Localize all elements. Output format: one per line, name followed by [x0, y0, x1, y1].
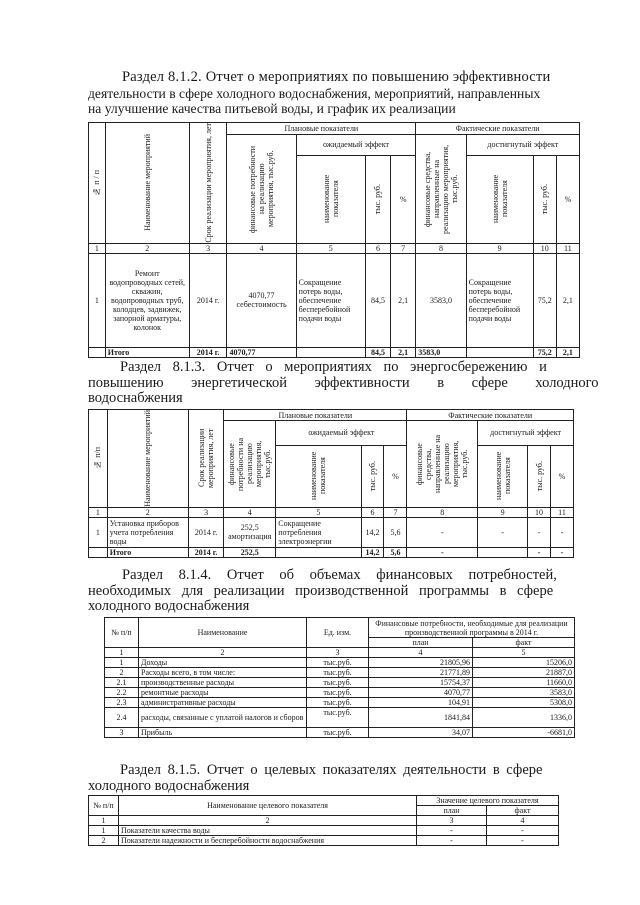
t812-hdr-thous2-text: тыс. руб.	[540, 184, 550, 215]
t813-hdr-fin-fact-text: финансовые средства, направленные на реализацию мероприятия, тыс.руб.	[415, 434, 470, 493]
section-815-heading	[88, 763, 578, 794]
t812-hdr-num-text: № п / п	[92, 169, 102, 196]
t815-row-num: 2	[89, 836, 119, 846]
t814-colnum: 3	[307, 648, 369, 658]
section-814-heading	[88, 568, 578, 615]
section-813-heading	[88, 359, 599, 407]
t815-row-plan: -	[417, 826, 487, 836]
section-813-line-3: водоснабжения	[88, 390, 183, 406]
t814-row-num: 1	[105, 658, 139, 668]
t812-hdr-fact-group: Фактические показатели	[416, 123, 580, 135]
t812-row-pct-fact: 2,1	[556, 253, 579, 347]
section-814-line-1: Раздел 8.1.4. Отчет об объемах финансовых потребностей,	[122, 567, 557, 583]
t812-row	[89, 253, 580, 347]
t812-hdr-pct2: %	[556, 155, 579, 243]
table-815	[88, 795, 559, 846]
section-812-line-3: на улучшение качества питьевой воды, и график их реализации	[88, 101, 456, 116]
t813-hdr-num	[89, 410, 108, 508]
section-815-line-2: холодного водоснабжения	[88, 777, 250, 794]
t815-hdr-num: № п/п	[89, 796, 119, 816]
t813-total-fin-fact: -	[407, 547, 478, 557]
t813-hdr-name	[107, 410, 188, 508]
t812-colnum: 7	[391, 243, 416, 253]
t814-hdr-plan: план	[369, 638, 473, 648]
t814-row	[105, 658, 575, 668]
t813-hdr-thous	[361, 445, 384, 507]
t814-row	[105, 678, 575, 688]
t812-total-pct-plan: 2,1	[391, 347, 416, 357]
t813-row	[89, 517, 574, 547]
t812-colnum: 10	[533, 243, 556, 253]
t813-hdr-pct2: %	[551, 445, 574, 507]
section-812-line-2: деятельности в сфере холодного водоснабжения, мероприятий, направленных	[88, 85, 541, 101]
t813-row-ind-plan: Сокращение потребления электроэнергии	[276, 517, 361, 547]
t813-hdr-achieved: достигнутый эффект	[478, 421, 574, 446]
t813-row-thous-plan: 14,2	[361, 517, 384, 547]
table-814	[104, 617, 575, 738]
t815-colnum: 3	[417, 816, 487, 826]
t814-row	[105, 728, 575, 738]
t813-hdr-expected: ожидаемый эффект	[276, 421, 407, 446]
section-813-line-1: Раздел 8.1.3. Отчет о мероприятиях по энергосбережению и	[120, 359, 547, 375]
t814-row-unit: тыс.руб.	[307, 698, 369, 708]
t815-hdr-plan: план	[417, 806, 487, 816]
t812-total-fin-fact: 3583,0	[416, 347, 466, 357]
t812-hdr-ind-name2	[466, 155, 533, 243]
t812-total-thous-fact: 75,2	[533, 347, 556, 357]
t814-row	[105, 708, 575, 728]
t813-hdr-term-text: Срок реализации мероприятия, лет	[197, 428, 216, 489]
t815-colnum: 4	[487, 816, 559, 826]
t815-row-plan: -	[417, 836, 487, 846]
t812-hdr-achieved: достигнутый эффект	[466, 135, 579, 156]
t814-row-unit: тыс.руб.	[307, 708, 369, 728]
t813-hdr-ind-name-text: наименование показателя	[309, 452, 328, 501]
t812-hdr-ind-name2-text: наименование показателя	[490, 175, 509, 224]
t814-row-name: ремонтные расходы	[139, 688, 307, 698]
t814-row-fact: 1336,0	[473, 708, 575, 728]
t813-total-thous-fact: -	[528, 547, 551, 557]
t812-row-term: 2014 г.	[189, 253, 227, 347]
t812-total-label: Итого	[105, 347, 189, 357]
t812-hdr-term-text: Срок реализации мероприятия, лет	[203, 123, 213, 243]
section-813-line-2: повышению энергетической эффективности в сфере холодного	[88, 374, 599, 391]
t812-hdr-expected: ожидаемый эффект	[296, 135, 416, 156]
t813-row-fin-fact: -	[407, 517, 478, 547]
t814-row-name: расходы, связанные с уплатой налогов и сборов	[139, 708, 307, 728]
t813-hdr-thous-text: тыс. руб.	[368, 461, 378, 492]
t813-colnum: 5	[276, 507, 361, 517]
t813-row-num: 1	[89, 517, 108, 547]
t812-hdr-fin-plan	[227, 135, 296, 244]
t812-colnum: 6	[365, 243, 390, 253]
t815-row-num: 1	[89, 826, 119, 836]
t813-hdr-plan-group: Плановые показатели	[224, 410, 407, 421]
t812-total-row	[89, 347, 580, 357]
t812-hdr-thous-text: тыс. руб.	[373, 184, 383, 215]
t812-total-fin-plan: 4070,77	[227, 347, 296, 357]
t815-row-name: Показатели качества воды	[119, 826, 417, 836]
t814-colnum: 1	[105, 648, 139, 658]
t814-row-fact: -6681,0	[473, 728, 575, 738]
t812-hdr-thous2	[533, 155, 556, 243]
t814-row-unit: тыс.руб.	[307, 658, 369, 668]
t814-row-unit: тыс.руб.	[307, 728, 369, 738]
t813-row-ind-fact: -	[478, 517, 528, 547]
t814-row-plan: 21805,96	[369, 658, 473, 668]
t812-hdr-thous	[365, 155, 390, 243]
t813-colnum: 6	[361, 507, 384, 517]
t812-colnum: 1	[89, 243, 106, 253]
t812-colnum: 2	[105, 243, 189, 253]
table-812	[88, 122, 580, 358]
t813-total-thous-plan: 14,2	[361, 547, 384, 557]
t813-hdr-ind-name	[276, 445, 361, 507]
t815-row	[89, 836, 559, 846]
t813-colnum: 4	[224, 507, 276, 517]
t813-colnum: 7	[384, 507, 407, 517]
t814-row-plan: 21771,89	[369, 668, 473, 678]
t814-colnum: 2	[139, 648, 307, 658]
t813-hdr-fin-fact	[407, 421, 478, 508]
t813-colnum: 9	[478, 507, 528, 517]
t812-row-fin-fact: 3583,0	[416, 253, 466, 347]
section-815-line-1: Раздел 8.1.5. Отчет о целевых показателях деятельности в сфере	[120, 762, 543, 778]
t812-row-fin-plan: 4070,77 себестоимость	[227, 253, 296, 347]
t813-total-fin-plan: 252,5	[224, 547, 276, 557]
t813-total-term: 2014 г.	[188, 547, 223, 557]
t813-hdr-term	[188, 410, 223, 508]
t813-colnum: 8	[407, 507, 478, 517]
t814-hdr-fact: факт	[473, 638, 575, 648]
t814-row-fact: 5308,0	[473, 698, 575, 708]
t812-total-term: 2014 г.	[189, 347, 227, 357]
t812-row-ind-fact: Сокращение потерь воды, обеспечение бесперебойной подачи воды	[466, 253, 533, 347]
t815-row-fact: -	[487, 836, 559, 846]
t814-row-num: 2.3	[105, 698, 139, 708]
t812-hdr-name	[105, 123, 189, 244]
t812-row-ind-plan: Сокращение потерь воды, обеспечение бесперебойной подачи воды	[296, 253, 365, 347]
t813-hdr-fact-group: Фактические показатели	[407, 410, 574, 421]
t813-hdr-pct: %	[384, 445, 407, 507]
t815-colnum: 1	[89, 816, 119, 826]
t813-row-pct-fact: -	[551, 517, 574, 547]
t813-hdr-thous2	[528, 445, 551, 507]
t815-row	[89, 826, 559, 836]
t812-hdr-term	[189, 123, 227, 244]
t814-row-num: 2.2	[105, 688, 139, 698]
t813-row-fin-plan: 252,5 амортизация	[224, 517, 276, 547]
t814-row-fact: 3583,0	[473, 688, 575, 698]
table-813	[88, 409, 574, 558]
t814-row	[105, 698, 575, 708]
t814-row-num: 2.4	[105, 708, 139, 728]
t813-total-blank	[478, 547, 528, 557]
t813-hdr-num-text: № п/п	[93, 447, 103, 470]
section-812-line-1: Раздел 8.1.2. Отчет о мероприятиях по повышению эффективности	[122, 69, 551, 85]
t814-row-name: Прибыль	[139, 728, 307, 738]
t813-colnum: 2	[107, 507, 188, 517]
t812-hdr-fin-plan-text: финансовые потребности на реализацию мероприятия, тыс.руб.	[248, 145, 276, 233]
t813-hdr-thous2-text: тыс. руб.	[534, 461, 544, 492]
t814-row-name: Расходы всего, в том числе:	[139, 668, 307, 678]
t812-hdr-fin-fact-text: финансовые средства, направленные на реализацию мероприятия, тыс.руб.	[422, 144, 459, 234]
t814-row-num: 2.1	[105, 678, 139, 688]
t812-hdr-fin-fact	[416, 135, 466, 244]
t814-row-fact: 15206,0	[473, 658, 575, 668]
t814-row-fact: 21887,0	[473, 668, 575, 678]
t814-hdr-unit: Ед. изм.	[307, 618, 369, 648]
t812-row-name: Ремонт водопроводных сетей, скважин, водопроводных труб, колодцев, задвижек, запорной арматуры, колонок	[105, 253, 189, 347]
t812-colnum: 9	[466, 243, 533, 253]
t813-colnum: 11	[551, 507, 574, 517]
t812-hdr-ind-name-text: наименование показателя	[321, 175, 340, 224]
t812-row-thous-fact: 75,2	[533, 253, 556, 347]
t814-row-fact: 11660,0	[473, 678, 575, 688]
t813-hdr-fin-plan-text: финансовые потребности на реализацию мероприятия, тыс.руб.	[227, 437, 273, 491]
t814-hdr-group: Финансовые потребности, необходимые для реализации производственной программы в 2014 г.	[369, 618, 575, 638]
t813-hdr-fin-plan	[224, 421, 276, 508]
t815-row-name: Показатели надежности и бесперебойности водоснабжения	[119, 836, 417, 846]
t814-hdr-name: Наименование	[139, 618, 307, 648]
t812-row-num: 1	[89, 253, 106, 347]
t813-total-blank	[89, 547, 108, 557]
t812-hdr-name-text: Наименование мероприятий	[142, 134, 152, 232]
section-814-line-2: необходимых для реализации производственной программы в сфере	[88, 582, 554, 599]
t813-row-thous-fact: -	[528, 517, 551, 547]
t812-row-thous-plan: 84,5	[365, 253, 390, 347]
t814-row-plan: 15754,37	[369, 678, 473, 688]
t814-row	[105, 668, 575, 678]
t812-colnum: 8	[416, 243, 466, 253]
t814-row-num: 3	[105, 728, 139, 738]
t814-row-num: 2	[105, 668, 139, 678]
t813-hdr-name-text: Наименование мероприятий	[143, 410, 153, 507]
t813-colnum: 3	[188, 507, 223, 517]
t814-hdr-num: № п/п	[105, 618, 139, 648]
t815-hdr-name: Наименование целевого показателя	[119, 796, 417, 816]
t814-row-plan: 1841,84	[369, 708, 473, 728]
t812-colnum: 5	[296, 243, 365, 253]
t814-row-plan: 104,91	[369, 698, 473, 708]
t814-row	[105, 688, 575, 698]
t814-row-unit: тыс.руб.	[307, 678, 369, 688]
t813-total-row	[89, 547, 574, 557]
t814-row-name: производственные расходы	[139, 678, 307, 688]
t815-hdr-group: Значение целевого показателя	[417, 796, 559, 806]
t813-total-label: Итого	[107, 547, 188, 557]
t813-row-name: Установка приборов учета потребления воды	[107, 517, 188, 547]
section-814-line-3: холодного водоснабжения	[88, 598, 250, 614]
t812-colnum: 4	[227, 243, 296, 253]
t812-hdr-pct: %	[391, 155, 416, 243]
t813-total-pct-fact: -	[551, 547, 574, 557]
t812-total-blank	[89, 347, 106, 357]
t812-total-blank	[466, 347, 533, 357]
t812-colnum: 11	[556, 243, 579, 253]
t812-hdr-plan-group: Плановые показатели	[227, 123, 416, 135]
t813-total-blank	[276, 547, 361, 557]
t814-row-name: Доходы	[139, 658, 307, 668]
t814-colnum: 4	[369, 648, 473, 658]
t812-total-thous-plan: 84,5	[365, 347, 390, 357]
t813-total-pct-plan: 5,6	[384, 547, 407, 557]
t813-hdr-ind-name2	[478, 445, 528, 507]
t813-colnum: 10	[528, 507, 551, 517]
t814-row-name: административные расходы	[139, 698, 307, 708]
t812-colnum: 3	[189, 243, 227, 253]
section-812-heading	[88, 70, 578, 117]
t813-row-pct-plan: 5,6	[384, 517, 407, 547]
t812-hdr-ind-name	[296, 155, 365, 243]
t814-row-plan: 4070,77	[369, 688, 473, 698]
t813-hdr-ind-name2-text: наименование показателя	[493, 452, 512, 501]
t813-row-term: 2014 г.	[188, 517, 223, 547]
t814-row-unit: тыс.руб.	[307, 668, 369, 678]
t815-colnum: 2	[119, 816, 417, 826]
t812-total-blank	[296, 347, 365, 357]
t813-colnum: 1	[89, 507, 108, 517]
t814-row-unit: тыс.руб.	[307, 688, 369, 698]
t814-row-plan: 34,07	[369, 728, 473, 738]
t812-row-pct-plan: 2,1	[391, 253, 416, 347]
t812-hdr-num	[89, 123, 106, 244]
t815-hdr-fact: факт	[487, 806, 559, 816]
t814-colnum: 5	[473, 648, 575, 658]
t815-row-fact: -	[487, 826, 559, 836]
t812-total-pct-fact: 2,1	[556, 347, 579, 357]
